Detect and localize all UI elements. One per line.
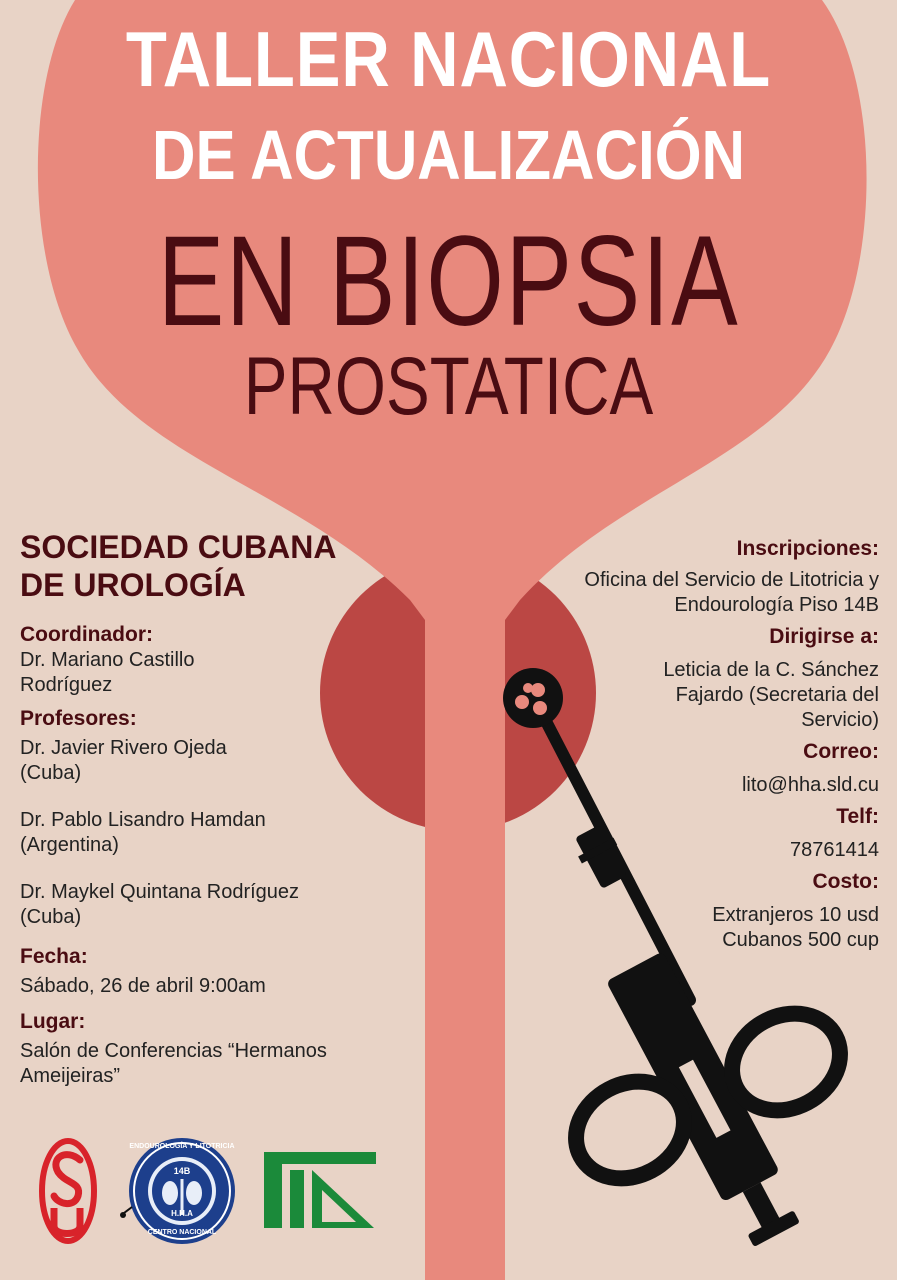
professor-2-country: (Argentina) bbox=[20, 834, 119, 856]
phone-label: Telf: bbox=[836, 805, 879, 828]
title-line-1: TALLER NACIONAL bbox=[125, 15, 772, 103]
contact-line-2: Fajardo (Secretaria del bbox=[675, 684, 879, 706]
cost-line-2: Cubanos 500 cup bbox=[722, 929, 879, 951]
contact-line-3: Servicio) bbox=[801, 709, 879, 731]
logo-text-14b: 14B bbox=[173, 1166, 191, 1176]
contact-label: Dirigirse a: bbox=[769, 625, 879, 648]
place-line-1: Salón de Conferencias “Hermanos bbox=[20, 1040, 327, 1062]
email-value[interactable]: lito@hha.sld.cu bbox=[741, 774, 879, 796]
title-line-4: PROSTATICA bbox=[243, 341, 654, 432]
organizer-line-2: DE UROLOGÍA bbox=[20, 567, 246, 603]
registration-line-2: Endourología Piso 14B bbox=[674, 594, 879, 616]
professors-label: Profesores: bbox=[20, 707, 137, 730]
title-line-3: EN BIOPSIA bbox=[157, 210, 740, 353]
email-label: Correo: bbox=[803, 740, 879, 763]
endourology-center-logo bbox=[118, 1135, 246, 1247]
professor-1-name: Dr. Javier Rivero Ojeda bbox=[20, 737, 227, 759]
date-value: Sábado, 26 de abril 9:00am bbox=[20, 975, 266, 997]
logo-text-top: ENDOUROLOGÍA Y LITOTRICIA bbox=[129, 1143, 235, 1150]
registration-label: Inscripciones: bbox=[736, 537, 879, 560]
professor-2-name: Dr. Pablo Lisandro Hamdan bbox=[20, 809, 266, 831]
contact-line-1: Leticia de la C. Sánchez bbox=[663, 659, 879, 681]
title-line-2: DE ACTUALIZACIÓN bbox=[151, 116, 746, 194]
cost-line-1: Extranjeros 10 usd bbox=[712, 904, 879, 926]
professor-3-country: (Cuba) bbox=[20, 906, 82, 928]
right-column bbox=[479, 534, 879, 961]
scu-logo bbox=[36, 1138, 100, 1244]
institution-logo bbox=[264, 1150, 376, 1230]
coordinator-label: Coordinador: bbox=[20, 623, 153, 646]
logo-text-hha: H.H.A bbox=[171, 1209, 193, 1218]
professor-1-country: (Cuba) bbox=[20, 762, 82, 784]
place-label: Lugar: bbox=[20, 1010, 86, 1033]
coordinator-name-line-1: Dr. Mariano Castillo bbox=[20, 649, 195, 671]
date-label: Fecha: bbox=[20, 945, 88, 968]
professor-3-name: Dr. Maykel Quintana Rodríguez bbox=[20, 881, 300, 903]
organizer-line-1: SOCIEDAD CUBANA bbox=[20, 529, 337, 565]
coordinator-name-line-2: Rodríguez bbox=[20, 674, 113, 696]
logo-text-bottom: CENTRO NACIONAL bbox=[147, 1229, 217, 1236]
organizer-name bbox=[20, 528, 400, 604]
place-line-2: Ameijeiras” bbox=[20, 1065, 121, 1087]
cost-label: Costo: bbox=[812, 870, 879, 893]
phone-value: 78761414 bbox=[790, 839, 879, 861]
left-column bbox=[20, 528, 400, 1089]
registration-line-1: Oficina del Servicio de Litotricia y bbox=[584, 569, 879, 591]
